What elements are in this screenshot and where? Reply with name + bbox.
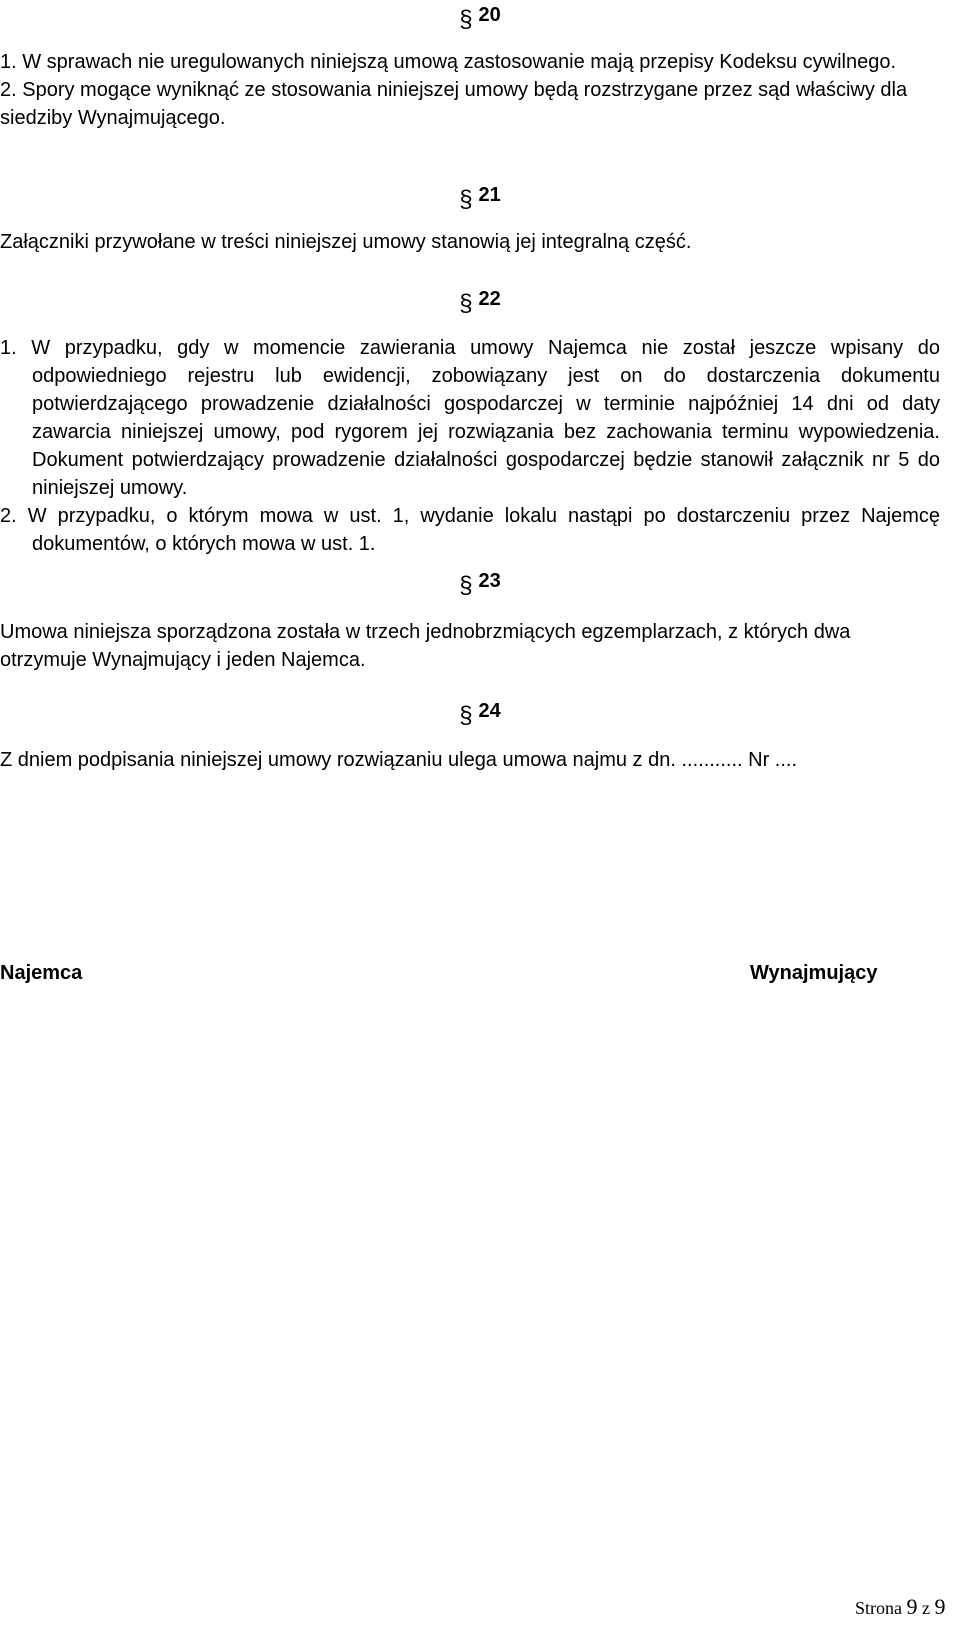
section-symbol: § [459, 290, 473, 317]
paragraph: 2. W przypadku, o którym mowa w ust. 1, wydanie lokalu nastąpi po dostarczeniu przez Najemcę dokumentów, o których mowa w ust. 1. [0, 505, 940, 555]
paragraph: 2. Spory mogące wyniknąć ze stosowania niniejszej umowy będą rozstrzygane przez sąd właściwy dla siedziby Wynajmującego. [0, 79, 908, 129]
footer-prefix: Strona [855, 1598, 902, 1618]
section-22-body [0, 334, 940, 558]
section-symbol: § [459, 6, 473, 33]
signature-landlord: Wynajmujący [750, 962, 878, 984]
section-23-body [0, 618, 940, 674]
paragraph: Załączniki przywołane w treści niniejszej umowy stanowią jej integralną część. [0, 231, 692, 253]
section-number: 21 [478, 184, 501, 206]
page-footer [855, 1596, 946, 1619]
footer-page-total: 9 [934, 1594, 946, 1619]
paragraph: 1. W przypadku, gdy w momencie zawierania umowy Najemca nie został jeszcze wpisany do odpowiedniego rejestru lub ewidencji, zobowiązany jest on do dostarczenia dokumentu potwierdzającego prowadzenie działalności gospodarczej w terminie najpóźniej 14 dni od daty zawarcia niniejszej umowy, pod rygorem jej rozwiązania bez zachowania terminu wypowiedzenia. Dokument potwierdzający prowadzenie działalności gospodarczej będzie stanowił załącznik nr 5 do niniejszej umowy. [0, 337, 940, 499]
paragraph: Umowa niniejsza sporządzona została w trzech jednobrzmiących egzemplarzach, z których dwa otrzymuje Wynajmujący i jeden Najemca. [0, 621, 851, 671]
section-20-body [0, 48, 940, 132]
section-24-body [0, 746, 940, 774]
section-number: 22 [478, 288, 501, 310]
section-symbol: § [459, 572, 473, 599]
footer-page-number: 9 [906, 1594, 918, 1619]
section-heading-22 [0, 286, 960, 317]
section-heading-23 [0, 568, 960, 599]
section-symbol: § [459, 702, 473, 729]
paragraph: 1. W sprawach nie uregulowanych niniejszą umową zastosowanie mają przepisy Kodeksu cywilnego. [0, 51, 897, 73]
section-heading-20 [0, 2, 960, 33]
signature-tenant: Najemca [0, 962, 83, 984]
section-number: 24 [478, 700, 501, 722]
section-symbol: § [459, 186, 473, 213]
footer-separator: z [922, 1598, 930, 1618]
section-number: 20 [478, 4, 501, 26]
section-number: 23 [478, 570, 501, 592]
section-heading-24 [0, 698, 960, 729]
paragraph: Z dniem podpisania niniejszej umowy rozwiązaniu ulega umowa najmu z dn. ........... Nr .... [0, 749, 798, 771]
section-heading-21 [0, 182, 960, 213]
section-21-body [0, 228, 940, 256]
